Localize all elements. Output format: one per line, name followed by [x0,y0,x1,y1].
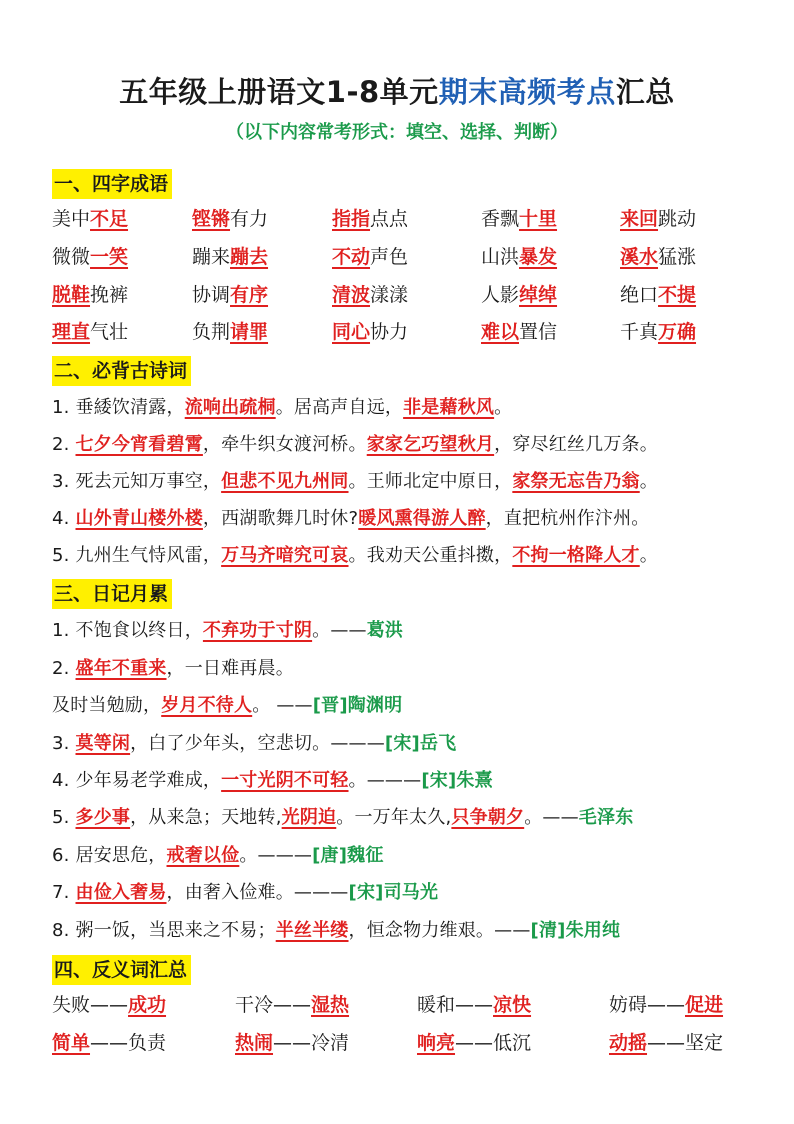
quote-text: 。 [239,845,258,866]
poem-text: 1. 垂緌饮清露， [52,397,185,418]
quote-line [52,842,384,870]
quote-text: ，由奢入俭难。 [166,882,294,903]
poem-text: ，穿尽红丝几万条。 [494,434,658,455]
idiom-part: 脱鞋 [52,284,91,306]
antonym-pair [52,1029,166,1057]
antonym-word: ——坚定 [647,1032,724,1054]
quote-dash: —— [330,620,367,641]
idiom-item [332,318,408,346]
idiom-item [192,205,268,233]
quote-author: [唐]魏征 [312,845,384,866]
quote-author: 葛洪 [366,620,404,641]
idiom-item [52,281,128,309]
idiom-part: 点点 [370,208,409,230]
antonym-word: 热闹 [235,1032,274,1054]
idiom-part: 漾漾 [370,284,409,306]
poem-line [52,431,658,459]
antonym-word: 动摇 [609,1032,648,1054]
idiom-part: 气壮 [90,321,129,343]
idiom-part: 不足 [90,208,129,230]
idiom-item [192,281,268,309]
quote-line-5: 5. 多少事，从来急；天地转,光阴迫。一万年太久,只争朝夕。——毛泽东 [52,807,634,828]
title-main: 五年级上册语文1-8单元 [119,75,439,109]
idiom-part: 十里 [519,208,558,230]
idiom-part: 挽裤 [90,284,129,306]
idiom-item [52,318,128,346]
idiom-item [52,243,128,271]
quote-line [52,767,493,795]
idiom-part: 难以 [481,321,520,343]
quote-dash: —— [494,920,531,941]
quote-key-text: 莫等闲 [75,733,131,754]
idiom-item [620,205,696,233]
idiom-part: 同心 [332,321,371,343]
idiom-part: 溪水 [620,246,659,268]
idiom-part: 清波 [332,284,371,306]
idiom-part: 理直 [52,321,91,343]
quote-key-text: 岁月不待人 [161,695,253,716]
title-tail: 汇总 [615,75,675,109]
section-heading-poems: 二、必背古诗词 [52,356,191,386]
antonym-pair [235,1029,349,1057]
antonym-word: 简单 [52,1032,91,1054]
quote-text: 2. [52,658,76,679]
poem-text: 。王师北定中原日， [348,471,513,492]
quote-line [52,655,294,683]
idiom-part: 蹦来 [192,246,231,268]
poem-key-text: 家祭无忘告乃翁 [512,471,640,492]
idiom-item [332,243,408,271]
idiom-part: 铿锵 [192,208,231,230]
idiom-item [620,281,696,309]
antonym-word: 成功 [128,994,167,1016]
quote-author: [宋]司马光 [348,882,439,903]
quote-key-text: 不弃功于寸阴 [202,620,313,641]
idiom-part: 协力 [370,321,409,343]
poem-key-text: 但悲不见九州同 [221,471,349,492]
poem-key-text: 不拘一格降人才 [512,545,640,566]
quote-line [52,879,438,907]
quote-text: 。 [252,695,277,716]
poem-key-text: 非是藉秋风 [403,397,495,418]
page-title [0,70,794,111]
antonym-pair [609,1029,723,1057]
quote-text: 。 [312,620,331,641]
quote-line [52,917,620,945]
quote-text: 1. 不饱食以终日， [52,620,203,641]
section-heading-idioms: 一、四字成语 [52,169,172,199]
idiom-part: 千真 [620,321,659,343]
poem-text: 。 [494,397,513,418]
antonym-pair [609,991,723,1019]
poem-text: 。居高声自远， [275,397,404,418]
quote-text: 8. 粥一饭，当思来之不易； [52,920,276,941]
poem-line [52,505,649,533]
quote-key-text: 戒奢以俭 [166,845,240,866]
antonym-word: ——负责 [90,1032,167,1054]
poem-key-text: 流响出疏桐 [184,397,276,418]
idiom-item [192,318,268,346]
antonym-pair [417,991,531,1019]
quote-text: 。 [348,770,367,791]
poem-text: 。 [639,471,658,492]
quote-text: ，恒念物力维艰。 [348,920,495,941]
idiom-part: 协调 [192,284,231,306]
quote-dash: —— [276,695,313,716]
idiom-part: 微微 [52,246,91,268]
idiom-item [620,318,696,346]
idiom-item [332,281,408,309]
idiom-part: 暴发 [519,246,558,268]
quote-text: 及时当勉励， [52,695,162,716]
idiom-item [481,205,557,233]
quote-text: ，一日难再晨。 [166,658,294,679]
idiom-part: 万确 [658,321,697,343]
quote-author: [晋]陶渊明 [312,695,403,716]
idiom-part: 猛涨 [658,246,697,268]
idiom-part: 人影 [481,284,520,306]
poem-text: 3. 死去元知万事空， [52,471,222,492]
quote-text: 6. 居安思危， [52,845,167,866]
idiom-item [481,281,557,309]
poem-key-text: 七夕今宵看碧霄 [75,434,203,455]
idiom-item [481,243,557,271]
antonym-word: ——低沉 [455,1032,532,1054]
poem-text: ，直把杭州作汴州。 [485,508,650,529]
antonym-pair [52,991,166,1019]
antonym-word: 干冷—— [235,994,312,1016]
idiom-part: 来回 [620,208,659,230]
idiom-part: 一笑 [90,246,129,268]
idiom-part: 声色 [370,246,409,268]
poem-text: 5. 九州生气恃风雷， [52,545,222,566]
title-highlight: 期末高频考点 [438,75,616,109]
poem-text: 。我劝天公重抖擞， [348,545,513,566]
poem-line [52,468,658,496]
antonym-pair [235,991,349,1019]
section-heading-quotes: 三、日记月累 [52,579,172,609]
idiom-part: 蹦去 [230,246,269,268]
quote-author: [宋]岳飞 [384,733,457,754]
idiom-part: 有力 [230,208,269,230]
poem-text: ，西湖歌舞几时休? [202,508,359,529]
antonym-word: 湿热 [311,994,350,1016]
poem-line [52,394,512,422]
idiom-part: 香飘 [481,208,520,230]
idiom-part: 绰绰 [519,284,558,306]
idiom-part: 美中 [52,208,91,230]
antonym-word: 妨碍—— [609,994,686,1016]
poem-key-text: 暖风熏得游人醉 [358,508,486,529]
quote-text: 4. 少年易老学难成， [52,770,222,791]
idiom-part: 山洪 [481,246,520,268]
idiom-part: 绝口 [620,284,659,306]
quote-author: [清]朱用纯 [530,920,621,941]
quote-text: ，白了少年头，空悲切。 [130,733,331,754]
quote-key-text: 盛年不重来 [75,658,167,679]
quote-author: [宋]朱熹 [421,770,493,791]
idiom-part: 指指 [332,208,371,230]
quote-line [52,617,403,645]
poem-text: 4. [52,508,76,529]
idiom-item [481,318,557,346]
quote-line [52,692,402,720]
section-heading-antonyms: 四、反义词汇总 [52,955,191,985]
poem-key-text: 山外青山楼外楼 [75,508,203,529]
quote-dash: ——— [366,770,422,791]
antonym-word: 响亮 [417,1032,456,1054]
quote-dash: ——— [330,733,385,754]
poem-text: ，牵牛织女渡河桥。 [202,434,367,455]
idiom-part: 置信 [519,321,558,343]
antonym-pair [417,1029,531,1057]
quote-line [52,730,456,758]
antonym-word: 暖和—— [417,994,494,1016]
quote-dash: ——— [257,845,313,866]
quote-key-text: 半丝半缕 [275,920,349,941]
poem-key-text: 家家乞巧望秋月 [366,434,495,455]
poem-text: 。 [639,545,658,566]
antonym-word: 失败—— [52,994,129,1016]
antonym-word: ——冷清 [273,1032,350,1054]
antonym-word: 凉快 [493,994,532,1016]
idiom-part: 不动 [332,246,371,268]
idiom-item [332,205,408,233]
poem-text: 2. [52,434,76,455]
idiom-item [192,243,268,271]
idiom-part: 负荆 [192,321,231,343]
antonym-word: 促进 [685,994,724,1016]
poem-key-text: 万马齐喑究可哀 [221,545,349,566]
quote-text: 3. [52,733,76,754]
idiom-item [620,243,696,271]
poem-line [52,542,658,570]
page-subtitle: （以下内容常考形式：填空、选择、判断） [226,122,568,143]
quote-dash: ——— [293,882,349,903]
idiom-part: 不提 [658,284,697,306]
idiom-part: 请罪 [230,321,269,343]
quote-key-text: 一寸光阴不可轻 [221,770,349,791]
idiom-part: 跳动 [658,208,697,230]
idiom-item [52,205,128,233]
idiom-part: 有序 [230,284,269,306]
quote-text: 7. [52,882,76,903]
quote-key-text: 由俭入奢易 [75,882,167,903]
